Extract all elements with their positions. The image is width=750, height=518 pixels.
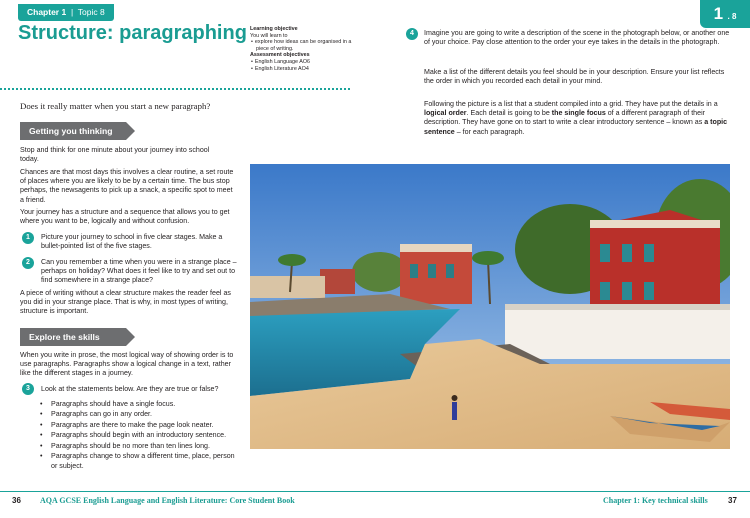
learning-objective-heading: Learning objective (250, 26, 298, 32)
assessment-objective-item: • English Literature AO4 (256, 66, 360, 73)
statement-item: • Paragraphs should begin with an introductory sentence. (40, 430, 240, 440)
chapter-separator: | (68, 7, 76, 17)
tab-chapter-number: 1 (713, 4, 724, 23)
chapter-footer-title: Chapter 1: Key technical skills (603, 496, 708, 505)
footer-rule (0, 491, 750, 492)
question-text: Imagine you are going to write a description of the scene in the photograph below, or another one of your choice. Pay close attention to the order your eye takes in the details in the photograph. (424, 29, 730, 47)
paragraph: Your journey has a structure and a sequence that allows you to get where you want to be, logically and without confusion. (20, 208, 230, 226)
question-text: Can you remember a time when you were in a strange place – perhaps on holiday? What does it feel like to try and set out to find somewhere in a strange place? (41, 258, 237, 285)
statement-item: • Paragraphs should be no more than ten lines long. (40, 441, 240, 451)
objectives-box (250, 26, 360, 72)
question-text: Picture your journey to school in five clear stages. Make a bullet-pointed list of the five stages. (41, 233, 223, 251)
question-number-badge: 2 (22, 257, 34, 269)
paragraph: Chances are that most days this involves a clear routine, a set route of places where you are likely to be by a certain time. The bus stop perhaps, the newsagents to pick up a snack, a specific spot to meet a friend. (20, 168, 234, 204)
photograph (250, 164, 730, 449)
tab-topic-number: . 8 (727, 12, 737, 21)
text-run: Following the picture is a list that a student compiled into a grid. They have put the details in a (424, 100, 718, 108)
photograph-illustration (250, 164, 730, 449)
paragraph: When you write in prose, the most logical way of showing order is to use paragraphs. Paragraphs show a logical change in a text, rather like the different stages in a journey. (20, 351, 234, 378)
statement-item: • Paragraphs can go in any order. (40, 409, 240, 419)
learning-objective-item: • explore how ideas can be organised in a piece of writing. (256, 39, 360, 52)
statement-item: • Paragraphs are there to make the page look neater. (40, 420, 240, 430)
paragraph: Make a list of the different details you feel should be in your description. Ensure your list reflects the order in which you recorded each detail in your mind. (424, 68, 725, 86)
paragraph (424, 100, 730, 137)
section-heading-getting-you-thinking: Getting you thinking (20, 122, 126, 140)
text-run: of a different paragraph of their description. They have gone on to start to write a clear introductory sentence – known as (424, 109, 706, 127)
question-number-badge: 3 (22, 383, 34, 395)
text-run: . Each detail is going to be (466, 109, 552, 118)
chapter-tab (18, 4, 114, 21)
assessment-objectives-heading: Assessment objectives (250, 52, 310, 59)
bold-term: logical order (424, 109, 467, 118)
left-page-number: 36 (12, 496, 21, 505)
question-number-badge: 1 (22, 232, 34, 244)
bold-term: a topic sentence (424, 118, 728, 136)
paragraph: A piece of writing without a clear structure makes the reader feel as you did in your strange place. That is why, in most types of writing, structure is important. (20, 289, 231, 316)
section-heading-explore-the-skills: Explore the skills (20, 328, 126, 346)
topic-number-tab (700, 0, 750, 28)
assessment-objective-item: • English Language AO6 (256, 59, 360, 66)
page-title: Structure: paragraphing (18, 22, 247, 44)
book-title: AQA GCSE English Language and English Literature: Core Student Book (40, 496, 295, 505)
question-text: Look at the statements below. Are they are true or false? (41, 385, 219, 393)
paragraph: Stop and think for one minute about your journey into school today. (20, 146, 210, 164)
statement-item: • Paragraphs change to show a different time, place, person or subject. (40, 451, 240, 472)
lead-question: Does it really matter when you start a new paragraph? (20, 101, 211, 111)
bold-term: the single focus (551, 109, 606, 118)
topic-label: Topic 8 (77, 7, 105, 17)
statement-item: • Paragraphs should have a single focus. (40, 399, 240, 409)
right-page-number: 37 (728, 496, 737, 505)
dotted-divider (0, 88, 350, 90)
question-number-badge: 4 (406, 28, 418, 40)
learning-objective-intro: You will learn to (250, 32, 288, 39)
text-run: – for each paragraph. (454, 127, 525, 136)
chapter-label: Chapter 1 (27, 7, 67, 17)
statement-list (40, 399, 240, 472)
